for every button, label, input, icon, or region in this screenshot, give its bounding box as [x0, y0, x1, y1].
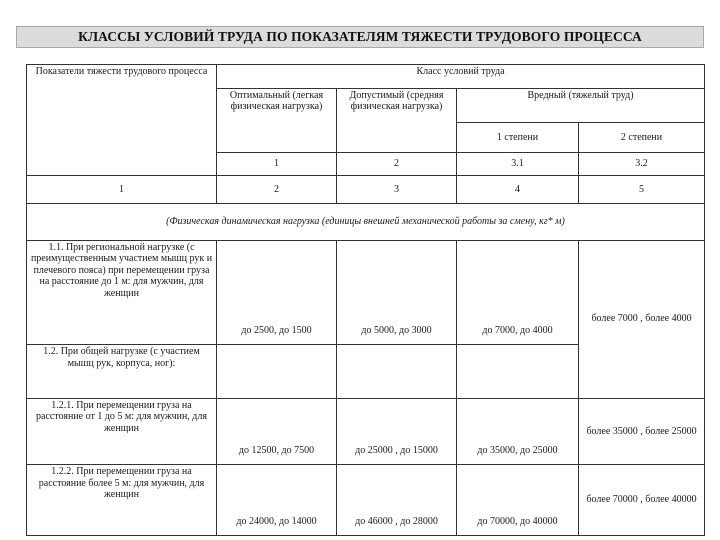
value-cell: до 7000, до 4000 — [457, 240, 579, 345]
row-label: 1.2. При общей нагрузке (с участием мышц рук, корпуса, ног): — [27, 345, 217, 399]
class-code: 3.2 — [579, 152, 705, 176]
class-code: 1 — [217, 152, 337, 176]
value-cell: до 35000, до 25000 — [457, 398, 579, 464]
empty-cell — [217, 345, 337, 399]
column-number: 4 — [457, 176, 579, 204]
value-cell: более 35000 , более 25000 — [579, 398, 705, 464]
degree-1-header: 1 степени — [457, 122, 579, 152]
labor-class-table — [26, 64, 705, 536]
column-number: 2 — [217, 176, 337, 204]
column-number: 3 — [337, 176, 457, 204]
value-cell: до 12500, до 7500 — [217, 398, 337, 464]
value-cell: до 24000, до 14000 — [217, 465, 337, 536]
section-title: (Физическая динамическая нагрузка (единицы внешней механической работы за смену, кг* м) — [27, 204, 705, 240]
value-cell: более 7000 , более 4000 — [579, 240, 705, 398]
optimal-header: Оптимальный (легкая физическая нагрузка) — [217, 88, 337, 152]
empty-cell — [457, 345, 579, 399]
row-label: 1.1. При региональной нагрузке (с преимущественным участием мышц рук и плечевого пояса) при перемещении груза на расстояние до 1 м: для мужчин, для женщин — [27, 240, 217, 345]
degree-2-header: 2 степени — [579, 122, 705, 152]
codes-blank-cell — [27, 152, 217, 176]
class-code: 3.1 — [457, 152, 579, 176]
value-cell: более 70000 , более 40000 — [579, 465, 705, 536]
class-code: 2 — [337, 152, 457, 176]
value-cell: до 5000, до 3000 — [337, 240, 457, 345]
class-header: Класс условий труда — [217, 65, 705, 89]
permissible-header: Допустимый (средняя физическая нагрузка) — [337, 88, 457, 152]
column-number: 1 — [27, 176, 217, 204]
empty-cell — [337, 345, 457, 399]
value-cell: до 46000 , до 28000 — [337, 465, 457, 536]
value-cell: до 25000 , до 15000 — [337, 398, 457, 464]
row-label: 1.2.1. При перемещении груза на расстояние от 1 до 5 м: для мужчин, для женщин — [27, 398, 217, 464]
row-label: 1.2.2. При перемещении груза на расстояние более 5 м: для мужчин, для женщин — [27, 465, 217, 536]
column-number: 5 — [579, 176, 705, 204]
indicators-header: Показатели тяжести трудового процесса — [27, 65, 217, 153]
page-title: КЛАССЫ УСЛОВИЙ ТРУДА ПО ПОКАЗАТЕЛЯМ ТЯЖЕСТИ ТРУДОВОГО ПРОЦЕССА — [16, 26, 704, 48]
harmful-header: Вредный (тяжелый труд) — [457, 88, 705, 122]
value-cell: до 70000, до 40000 — [457, 465, 579, 536]
value-cell: до 2500, до 1500 — [217, 240, 337, 345]
